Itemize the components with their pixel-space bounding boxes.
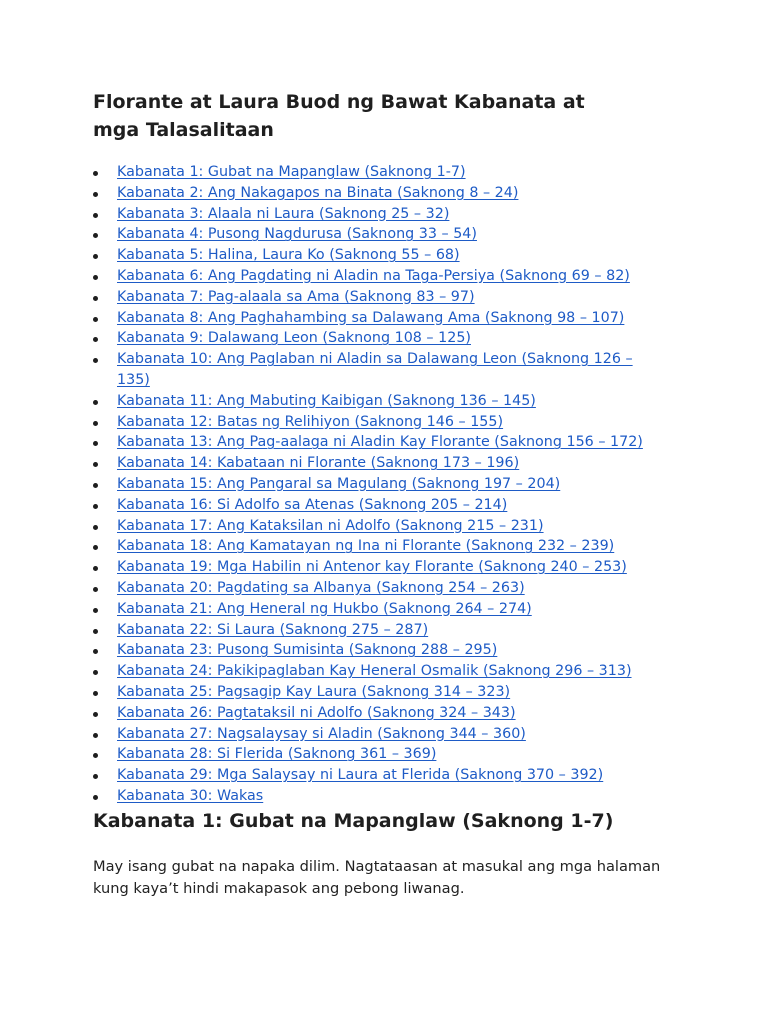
chapter-link[interactable]: Kabanata 21: Ang Heneral ng Hukbo (Saknong 264 – 274) <box>117 600 532 617</box>
bullet-icon <box>93 629 98 634</box>
chapter-link[interactable]: Kabanata 25: Pagsagip Kay Laura (Saknong 314 – 323) <box>117 683 511 700</box>
list-item <box>93 287 653 308</box>
bullet-icon <box>93 483 98 488</box>
section-heading: Kabanata 1: Gubat na Mapanglaw (Saknong 1-7) <box>93 809 614 832</box>
list-item <box>93 162 653 183</box>
list-item <box>93 474 653 495</box>
bullet-icon <box>93 296 98 301</box>
list-item <box>93 453 653 474</box>
list-item <box>93 204 653 225</box>
chapter-link[interactable]: Kabanata 27: Nagsalaysay si Aladin (Saknong 344 – 360) <box>117 725 526 742</box>
bullet-icon <box>93 441 98 446</box>
bullet-icon <box>93 795 98 800</box>
chapter-list <box>93 162 693 807</box>
chapter-link[interactable]: Kabanata 10: Ang Paglaban ni Aladin sa Dalawang Leon (Saknong 126 – 135) <box>117 351 633 388</box>
list-item <box>93 682 653 703</box>
chapter-link[interactable]: Kabanata 26: Pagtataksil ni Adolfo (Saknong 324 – 343) <box>117 704 516 721</box>
chapter-link[interactable]: Kabanata 2: Ang Nakagapos na Binata (Saknong 8 – 24) <box>117 184 519 201</box>
bullet-icon <box>93 649 98 654</box>
list-item <box>93 432 653 453</box>
document-title: Florante at Laura Buod ng Bawat Kabanata at mga Talasalitaan <box>93 91 585 141</box>
list-item <box>93 620 653 641</box>
chapter-link[interactable]: Kabanata 4: Pusong Nagdurusa (Saknong 33 – 54) <box>117 226 477 243</box>
bullet-icon <box>93 275 98 280</box>
list-item <box>93 349 653 391</box>
chapter-link[interactable]: Kabanata 14: Kabataan ni Florante (Saknong 173 – 196) <box>117 455 520 472</box>
chapter-link[interactable]: Kabanata 16: Si Adolfo sa Atenas (Saknong 205 – 214) <box>117 496 508 513</box>
chapter-link[interactable]: Kabanata 15: Ang Pangaral sa Magulang (Saknong 197 – 204) <box>117 475 561 492</box>
chapter-link[interactable]: Kabanata 9: Dalawang Leon (Saknong 108 – 125) <box>117 330 471 347</box>
list-item <box>93 266 653 287</box>
bullet-icon <box>93 462 98 467</box>
bullet-icon <box>93 421 98 426</box>
bullet-icon <box>93 525 98 530</box>
bullet-icon <box>93 670 98 675</box>
list-item <box>93 703 653 724</box>
bullet-icon <box>93 733 98 738</box>
bullet-icon <box>93 358 98 363</box>
list-item <box>93 536 653 557</box>
chapter-link[interactable]: Kabanata 1: Gubat na Mapanglaw (Saknong 1-7) <box>117 164 466 180</box>
section-paragraph: May isang gubat na napaka dilim. Nagtataasan at masukal ang mga halaman kung kaya’t hindi makapasok ang pebong liwanag. <box>93 857 661 897</box>
bullet-icon <box>93 587 98 592</box>
chapter-link[interactable]: Kabanata 5: Halina, Laura Ko (Saknong 55 – 68) <box>117 247 460 264</box>
chapter-link[interactable]: Kabanata 11: Ang Mabuting Kaibigan (Saknong 136 – 145) <box>117 392 536 409</box>
list-item <box>93 308 653 329</box>
list-item <box>93 578 653 599</box>
list-item <box>93 661 653 682</box>
chapter-link[interactable]: Kabanata 13: Ang Pag-aalaga ni Aladin Kay Florante (Saknong 156 – 172) <box>117 434 643 451</box>
bullet-icon <box>93 566 98 571</box>
bullet-icon <box>93 171 98 176</box>
bullet-icon <box>93 233 98 238</box>
bullet-icon <box>93 753 98 758</box>
list-item <box>93 744 653 765</box>
bullet-icon <box>93 192 98 197</box>
chapter-link[interactable]: Kabanata 8: Ang Paghahambing sa Dalawang Ama (Saknong 98 – 107) <box>117 309 625 326</box>
list-item <box>93 599 653 620</box>
bullet-icon <box>93 691 98 696</box>
list-item <box>93 328 653 349</box>
chapter-link[interactable]: Kabanata 17: Ang Kataksilan ni Adolfo (Saknong 215 – 231) <box>117 517 544 534</box>
document-page <box>93 88 693 900</box>
chapter-link[interactable]: Kabanata 28: Si Flerida (Saknong 361 – 369) <box>117 746 437 763</box>
bullet-icon <box>93 337 98 342</box>
chapter-link[interactable]: Kabanata 30: Wakas <box>117 787 264 804</box>
list-item <box>93 640 653 661</box>
bullet-icon <box>93 400 98 405</box>
list-item <box>93 412 653 433</box>
chapter-link[interactable]: Kabanata 3: Alaala ni Laura (Saknong 25 – 32) <box>117 205 450 222</box>
bullet-icon <box>93 545 98 550</box>
bullet-icon <box>93 712 98 717</box>
chapter-link[interactable]: Kabanata 18: Ang Kamatayan ng Ina ni Florante (Saknong 232 – 239) <box>117 538 615 555</box>
list-item <box>93 786 653 807</box>
bullet-icon <box>93 254 98 259</box>
list-item <box>93 557 653 578</box>
bullet-icon <box>93 608 98 613</box>
list-item <box>93 765 653 786</box>
list-item <box>93 224 653 245</box>
bullet-icon <box>93 213 98 218</box>
chapter-link[interactable]: Kabanata 19: Mga Habilin ni Antenor kay Florante (Saknong 240 – 253) <box>117 559 627 576</box>
bullet-icon <box>93 317 98 322</box>
list-item <box>93 245 653 266</box>
chapter-link[interactable]: Kabanata 23: Pusong Sumisinta (Saknong 288 – 295) <box>117 642 498 659</box>
list-item <box>93 516 653 537</box>
chapter-link[interactable]: Kabanata 6: Ang Pagdating ni Aladin na Taga-Persiya (Saknong 69 – 82) <box>117 267 630 284</box>
list-item <box>93 495 653 516</box>
chapter-link[interactable]: Kabanata 7: Pag-alaala sa Ama (Saknong 83 – 97) <box>117 288 475 305</box>
bullet-icon <box>93 504 98 509</box>
chapter-link[interactable]: Kabanata 12: Batas ng Relihiyon (Saknong 146 – 155) <box>117 413 504 430</box>
chapter-link[interactable]: Kabanata 22: Si Laura (Saknong 275 – 287) <box>117 621 429 638</box>
list-item <box>93 391 653 412</box>
list-item <box>93 183 653 204</box>
chapter-link[interactable]: Kabanata 29: Mga Salaysay ni Laura at Flerida (Saknong 370 – 392) <box>117 767 604 784</box>
bullet-icon <box>93 774 98 779</box>
list-item <box>93 724 653 745</box>
chapter-link[interactable]: Kabanata 20: Pagdating sa Albanya (Saknong 254 – 263) <box>117 579 525 596</box>
chapter-link[interactable]: Kabanata 24: Pakikipaglaban Kay Heneral Osmalik (Saknong 296 – 313) <box>117 663 632 680</box>
